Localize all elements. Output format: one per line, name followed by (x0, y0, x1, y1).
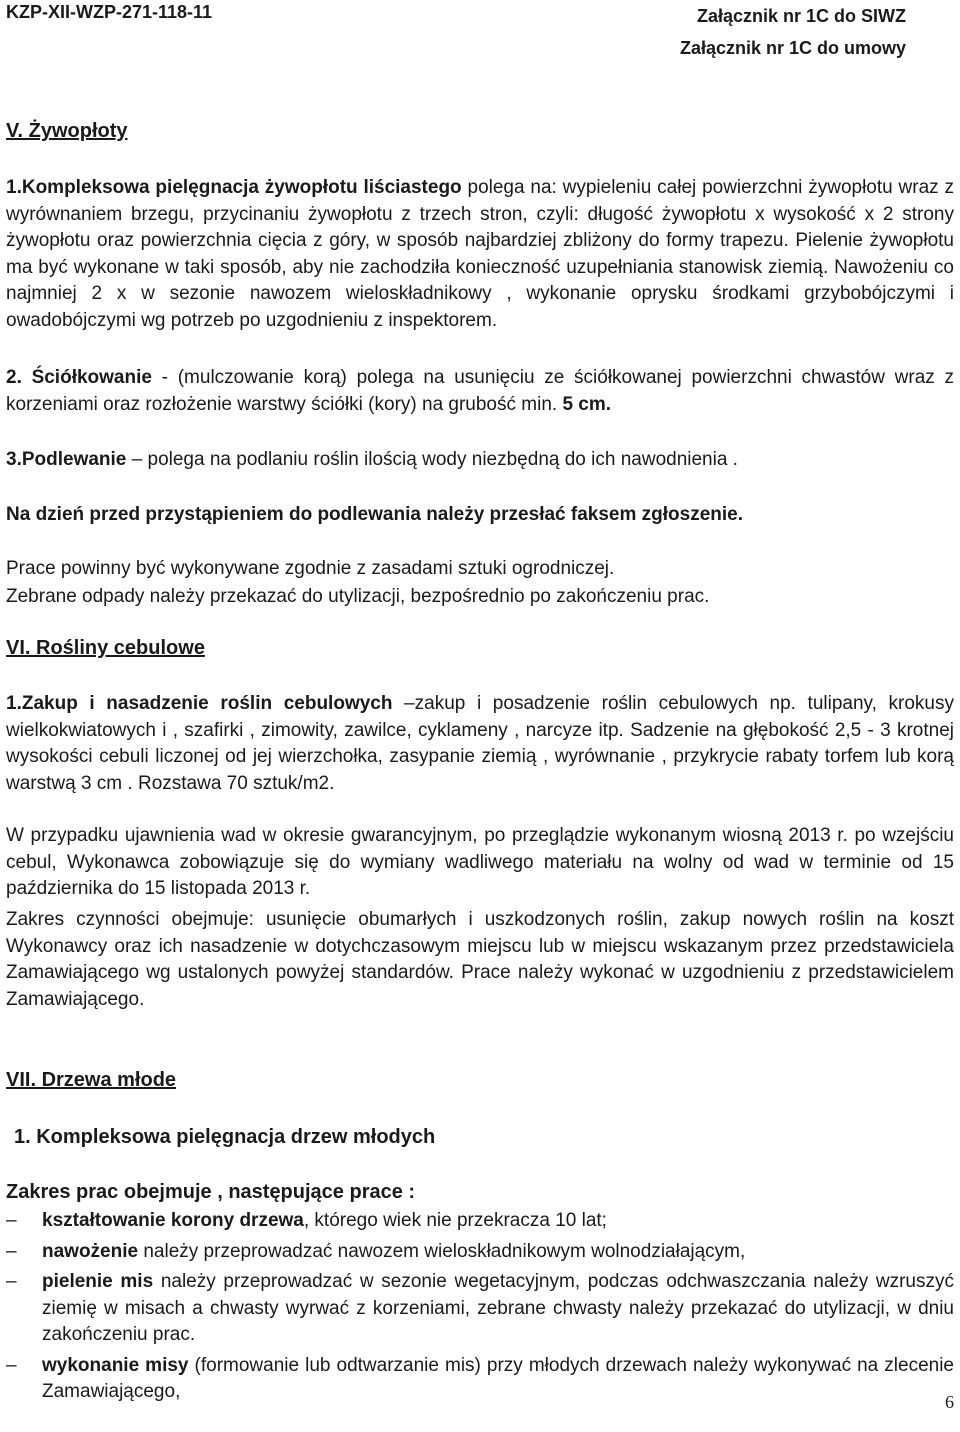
annex-umowa: Załącznik nr 1C do umowy (679, 38, 906, 58)
section-5-paragraph-3 (6, 447, 954, 474)
section-5-paragraph-1 (6, 175, 954, 334)
section-5-paragraph-2 (6, 365, 954, 418)
document-code: KZP-XII-WZP-271-118-11 (6, 2, 213, 22)
section-5-item-1-text: polega na: wypieleniu całej powierzchni żywopłotu wraz z wyrównaniem brzegu, przycinaniu żywopłotu z trzech stron, czyli: długość żywopłotu x wysokość x 2 strony żywopłotu oraz powierzchnia cięcia z góry, w sposób najbardziej zbliżony do formy trapezu. Pielenie żywopłotu ma być wykonane w taki sposób, aby nie zachodziła konieczność uzupełniania stanowisk ziemią. Nawożeniu co najmniej 2 x w sezonie nawozem wieloskładnikowy , wykonanie oprysku środkami grzybobójczymi i owadobójczymi wg potrzeb po uzgodnieniu z inspektorem. (6, 177, 954, 331)
section-5-title: V. Żywopłoty (6, 120, 128, 142)
section-6-paragraph-2: W przypadku ujawnienia wad w okresie gwarancyjnym, po przeglądzie wykonanym wiosną 2013 r. po wzejściu cebul, Wykonawca zobowiązuje się do wymiany wadliwego materiału na wolny od wad w terminie od 15 października do 15 listopada 2013 r. (6, 825, 954, 899)
section-7-title: VII. Drzewa młode (6, 1069, 177, 1091)
list-item: – kształtowanie korony drzewa, którego wiek nie przekracza 10 lat; (6, 1208, 954, 1235)
dash-bullet: – (6, 1354, 17, 1376)
section-6-title: VI. Rośliny cebulowe (6, 637, 205, 659)
section-5-item-1-title: 1.Kompleksowa pielęgnacja żywopłotu liściastego (6, 177, 462, 198)
annex-siwz: Załącznik nr 1C do SIWZ (696, 6, 906, 26)
section-5-item-3-title: 3.Podlewanie (6, 449, 127, 470)
page-number: 6 (945, 1392, 954, 1412)
annex-labels (586, 0, 906, 64)
list-item: – pielenie mis należy przeprowadzać w sezonie wegetacyjnym, podczas odchwaszczania należy wzruszyć ziemię w misach a chwasty wyrwać z korzeniami, zebrane chwasty należy przekazać do utylizacji, w dniu zakończeniu prac. (6, 1271, 954, 1345)
section-5-line-1: Prace powinny być wykonywane zgodnie z zasadami sztuki ogrodniczej. (6, 558, 615, 579)
dash-bullet: – (6, 1210, 17, 1231)
section-5-notice: Na dzień przed przystąpieniem do podlewania należy przesłać faksem zgłoszenie. (6, 504, 744, 525)
list-item: – wykonanie misy (formowanie lub odtwarzanie mis) przy młodych drzewach należy wykonywać na zlecenie Zamawiającego, (6, 1354, 955, 1402)
section-5-item-2-title: 2. Ściółkowanie (6, 367, 152, 388)
section-5-item-2-depth: 5 cm. (557, 393, 612, 415)
section-7-scope-title: Zakres prac obejmuje , następujące prace : (6, 1181, 416, 1203)
dash-bullet: – (6, 1271, 17, 1292)
section-6-item-1-title: 1.Zakup i nasadzenie roślin cebulowych (6, 693, 393, 714)
section-6-item-1-text: –zakup i posadzenie roślin cebulowych np. tulipany, krokusy wielkokwiatowych i , szafirki , zimowity, zawilce, cyklameny , narcyze itp. Sadzenie na głębokość 2,5 - 3 krotnej wysokości cebuli liczonej od jej wierzchołka, zasypanie ziemią , wyrównanie , przykrycie rabaty torfem lub korą warstwą 3 cm . Rozstawa 70 sztuk/m2. (6, 693, 954, 794)
section-5-item-2-text: - (mulczowanie korą) polega na usunięciu ze ściółkowanej powierzchni chwastów wraz z korzeniami oraz rozłożenie warstwy ściółki (kory) na grubość min. (6, 367, 955, 415)
dash-bullet: – (6, 1240, 17, 1262)
section-6-paragraph-3: Zakres czynności obejmuje: usunięcie obumarłych i uszkodzonych roślin, zakup nowych roślin na koszt Wykonawcy oraz ich nasadzenie w dotychczasowym miejscu lub w miejscu wskazanym przez przedstawiciela Zamawiającego wg ustalonych powyżej standardów. Prace należy wykonać w uzgodnieniu z przedstawicielem Zamawiającego. (6, 909, 954, 1010)
section-5-item-3-text: – polega na podlaniu roślin ilością wody niezbędną do ich nawodnienia . (126, 449, 738, 470)
list-item: – nawożenie należy przeprowadzać nawozem wieloskładnikowym wolnodziałającym, (6, 1239, 954, 1266)
section-6-paragraph-1 (6, 691, 954, 797)
section-5-line-2: Zebrane odpady należy przekazać do utylizacji, bezpośrednio po zakończeniu prac. (6, 586, 710, 607)
section-7-scope-list (6, 1208, 954, 1406)
section-7-subtitle: 1. Kompleksowa pielęgnacja drzew młodych (14, 1126, 436, 1148)
